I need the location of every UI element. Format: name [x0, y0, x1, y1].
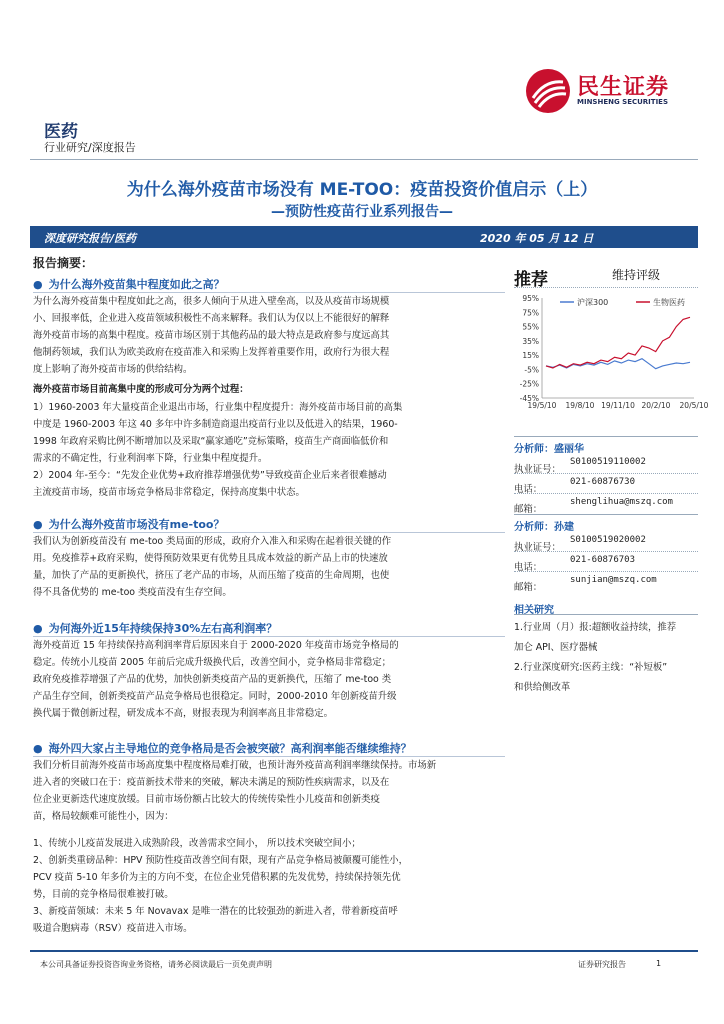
y-tick-label: 75% — [522, 308, 539, 318]
analyst-2-header — [514, 514, 698, 531]
abstract-heading: 报告摘要： — [33, 256, 94, 270]
related-item[interactable]: 加仑 API、医疗器械 — [514, 642, 598, 653]
text-line: 苗，格局较颇难可能性小，因为： — [33, 810, 174, 822]
text-line: 1）1960-2003 年大量疫苗企业退出市场，行业集中程度提升：海外疫苗市场目前的高集 — [33, 402, 403, 413]
x-tick-label: 19/5/10 — [527, 401, 557, 410]
text-line: 产品生存空间，创新类疫苗产品竞争格局也很稳定。同时，2000-2010 年创新疫苗升级 — [33, 690, 397, 702]
text-line: 海外疫苗市场的高集中程度。疫苗市场区别于其他药品的最大特点是政府参与度远高其 — [33, 329, 390, 341]
email-link[interactable]: sunjian@mszq.com — [570, 575, 657, 585]
question-3-title: 为何海外近15年持续保持30%左右高利润率？ — [48, 622, 278, 635]
bullet-icon: ● — [33, 518, 43, 531]
text-line: 得不具备优势的 me-too 类疫苗没有生存空间。 — [33, 586, 232, 598]
analyst-2-email-row — [514, 575, 698, 594]
question-4-paragraph — [33, 758, 505, 826]
y-tick-label: 35% — [522, 336, 539, 346]
cert-label: 执业证号： — [514, 464, 561, 475]
related-item[interactable]: 2.行业深度研究:医药主线：“补短板” — [514, 662, 668, 673]
question-3-paragraph — [33, 638, 505, 723]
phone-label: 电话： — [514, 562, 543, 573]
question-3-heading — [33, 620, 505, 636]
x-tick-label: 19/8/10 — [565, 401, 595, 410]
related-header — [514, 598, 698, 615]
text-line: 进入者的突破口在于：疫苗新技术带来的突破，解决未满足的预防性疾病需求，以及在 — [33, 776, 390, 788]
rating-sub-label: 维持评级 — [612, 268, 661, 282]
phone-value: 021-60876730 — [570, 477, 636, 487]
text-line: 1998 年政府采购比例不断增加以及采取“赢家通吃”竞标策略，疫苗生产商面临低价和 — [33, 435, 389, 447]
page-number: 1 — [656, 959, 662, 968]
analyst-2-title: 分析师： — [514, 522, 554, 533]
rating-label: 推荐 — [514, 270, 548, 290]
question-1-underline — [33, 292, 505, 293]
footer-disclaimer: 本公司具备证券投资咨询业务资格，请务必阅读最后一页免责声明 — [40, 960, 272, 969]
row-divider — [514, 551, 698, 552]
analyst-1-header — [514, 436, 698, 453]
question-1-paragraph — [33, 294, 505, 379]
question-4-heading — [33, 740, 505, 756]
analyst-1-title: 分析师： — [514, 444, 554, 455]
text-line: 中度是 1960-2003 年这 40 多年中许多制造商退出疫苗行业以及低进入的结果，1960- — [33, 418, 398, 430]
row-divider — [514, 493, 698, 494]
phone-value: 021-60876703 — [570, 555, 636, 565]
question-3-underline — [33, 636, 505, 637]
footer-label: 证券研究报告 — [578, 960, 626, 969]
text-line: 3、新疫苗领域：未来 5 年 Novavax 是唯一潜在的比较强劲的新进入者，带着新疫苗呼 — [33, 905, 398, 917]
text-line: 稳定。传统小儿疫苗 2005 年前后完成升级换代后，改善空间小，竞争格局非常稳定； — [33, 656, 391, 668]
brand-name-en: MINSHENG SECURITIES — [577, 98, 668, 106]
banner-category: 深度研究报告/医药 — [44, 232, 137, 245]
header-divider — [30, 159, 698, 160]
text-line: 政府免疫推荐增强了产品的优势，加快创新类疫苗产品的更新换代，压缩了 me-too 类 — [33, 673, 392, 685]
report-title: 为什么海外疫苗市场没有 ME-TOO：疫苗投资价值启示（上） — [126, 180, 598, 200]
analyst-2-name: 孙建 — [554, 522, 574, 533]
cert-value: S0100519110002 — [570, 457, 646, 467]
question-4-title: 海外四大家占主导地位的竞争格局是否会被突破？高利润率能否继续维持？ — [48, 742, 412, 755]
question-2-underline — [33, 532, 505, 533]
text-line: 量，加快了产品的更新换代，挤压了老产品的市场，从而压缩了疫苗的生命周期，也使 — [33, 569, 390, 581]
analyst-1-name: 盛丽华 — [554, 444, 584, 455]
text-line: 1、传统小儿疫苗发展进入成熟阶段，改善需求空间小， 所以技术突破空间小； — [33, 838, 361, 849]
price-chart-svg — [514, 290, 709, 414]
text-line: 势，目前的竞争格局很难被打破。 — [33, 888, 174, 900]
bullet-icon: ● — [33, 278, 43, 291]
y-tick-label: 55% — [522, 322, 539, 332]
text-line: 小、回报率低，企业进入疫苗领域积极性不高来解释。我们认为仅以上不能很好的解释 — [33, 312, 390, 324]
x-tick-label: 20/5/10 — [679, 401, 709, 410]
legend-label: 沪深300 — [577, 298, 609, 307]
text-line: 需求的不确定性，行业利润率下降，行业集中程度提升。 — [33, 452, 268, 464]
row-divider — [514, 571, 698, 572]
row-divider — [514, 473, 698, 474]
email-link[interactable]: shenglihua@mszq.com — [570, 497, 673, 507]
cert-value: S0100519020002 — [570, 535, 646, 545]
brand-name-cn: 民生证券 — [577, 75, 670, 100]
text-line: 换代属于微创新过程，研发成本不高，财报表现为利润率高且非常稳定。 — [33, 707, 334, 719]
email-label: 邮箱： — [514, 504, 543, 515]
text-line: 主流疫苗市场，疫苗市场竞争格局非常稳定，保持高度集中状态。 — [33, 486, 305, 498]
x-tick-label: 19/11/10 — [601, 401, 635, 410]
related-list — [514, 618, 698, 698]
cert-label: 执业证号： — [514, 542, 561, 553]
y-tick-label: -45% — [519, 394, 539, 403]
price-chart — [514, 290, 709, 414]
series-line-生物医药 — [546, 317, 690, 368]
question-2-paragraph — [33, 534, 505, 602]
email-label: 邮箱： — [514, 582, 543, 593]
text-line: 我们认为创新疫苗没有 me-too 类局面的形成，政府介入准入和采购在起着很关键的作 — [33, 536, 392, 547]
text-line: PCV 疫苗 5-10 年多价为主的方向不变，在位企业凭借积累的先发优势，持续保持领先优 — [33, 871, 401, 883]
two-process-heading: 海外疫苗市场目前高集中度的形成可分为两个过程： — [33, 384, 249, 395]
y-tick-label: -5% — [524, 365, 539, 375]
text-line: 为什么海外疫苗集中程度如此之高，很多人倾向于从进入壁垒高，以及从疫苗市场规模 — [33, 296, 390, 307]
sector-label: 医药 — [44, 122, 78, 142]
two-process-list — [33, 400, 505, 501]
related-title: 相关研究 — [514, 605, 554, 616]
question-4-list — [33, 836, 505, 937]
legend-label: 生物医药 — [653, 298, 685, 307]
brand-logo-icon — [523, 66, 573, 116]
question-2-title: 为什么海外疫苗市场没有me-too？ — [48, 518, 225, 531]
y-tick-label: -25% — [519, 379, 539, 389]
x-tick-label: 20/2/10 — [641, 401, 671, 410]
rating-divider — [514, 287, 698, 288]
question-2-heading — [33, 516, 505, 532]
text-line: 2、创新类重磅品种：HPV 预防性疫苗改善空间有限，现有产品竞争格局被颠覆可能性小， — [33, 854, 408, 866]
question-4-underline — [33, 756, 505, 757]
banner-date: 2020 年 05 月 12 日 — [480, 232, 594, 245]
phone-label: 电话： — [514, 484, 543, 495]
text-line: 度上影响了海外疫苗市场的供给结构。 — [33, 363, 193, 375]
text-line: 位企业更新迭代速度放缓。目前市场份额占比较大的传统传染性小儿疫苗和创新类疫 — [33, 793, 380, 805]
text-line: 他制药领域，我们认为欧美政府在疫苗准入和采购上发挥着重要作用，政府行为很大程 — [33, 346, 390, 358]
text-line: 海外疫苗近 15 年持续保持高利润率背后原因来自于 2000-2020 年疫苗市场竞争格局的 — [33, 640, 399, 651]
related-item[interactable]: 1.行业周（月）报:超额收益持续，推荐 — [514, 622, 677, 633]
question-1-title: 为什么海外疫苗集中程度如此之高？ — [48, 278, 225, 291]
text-line: 我们分析目前海外疫苗市场高度集中程度格局难打破，也预计海外疫苗高利润率继续保持。市场新 — [33, 760, 437, 771]
text-line: 用。免疫推荐+政府采购，使得预防效果更有优势且具成本效益的新产品上市的快速放 — [33, 552, 388, 564]
footer-divider — [30, 950, 698, 952]
report-subtitle: —预防性疫苗行业系列报告— — [271, 204, 453, 220]
y-tick-label: 15% — [522, 351, 539, 361]
report-type: 行业研究/深度报告 — [44, 141, 136, 154]
bullet-icon: ● — [33, 742, 43, 755]
text-line: 吸道合胞病毒（RSV）疫苗进入市场。 — [33, 922, 193, 934]
text-line: 2）2004 年-至今：“先发企业优势+政府推荐增强优势”导致疫苗企业后来者很难撼动 — [33, 469, 387, 481]
bullet-icon: ● — [33, 622, 43, 635]
brand-logo — [523, 66, 693, 116]
question-1-heading — [33, 276, 505, 292]
y-tick-label: 95% — [522, 294, 539, 303]
related-item[interactable]: 和供给侧改革 — [514, 682, 571, 693]
